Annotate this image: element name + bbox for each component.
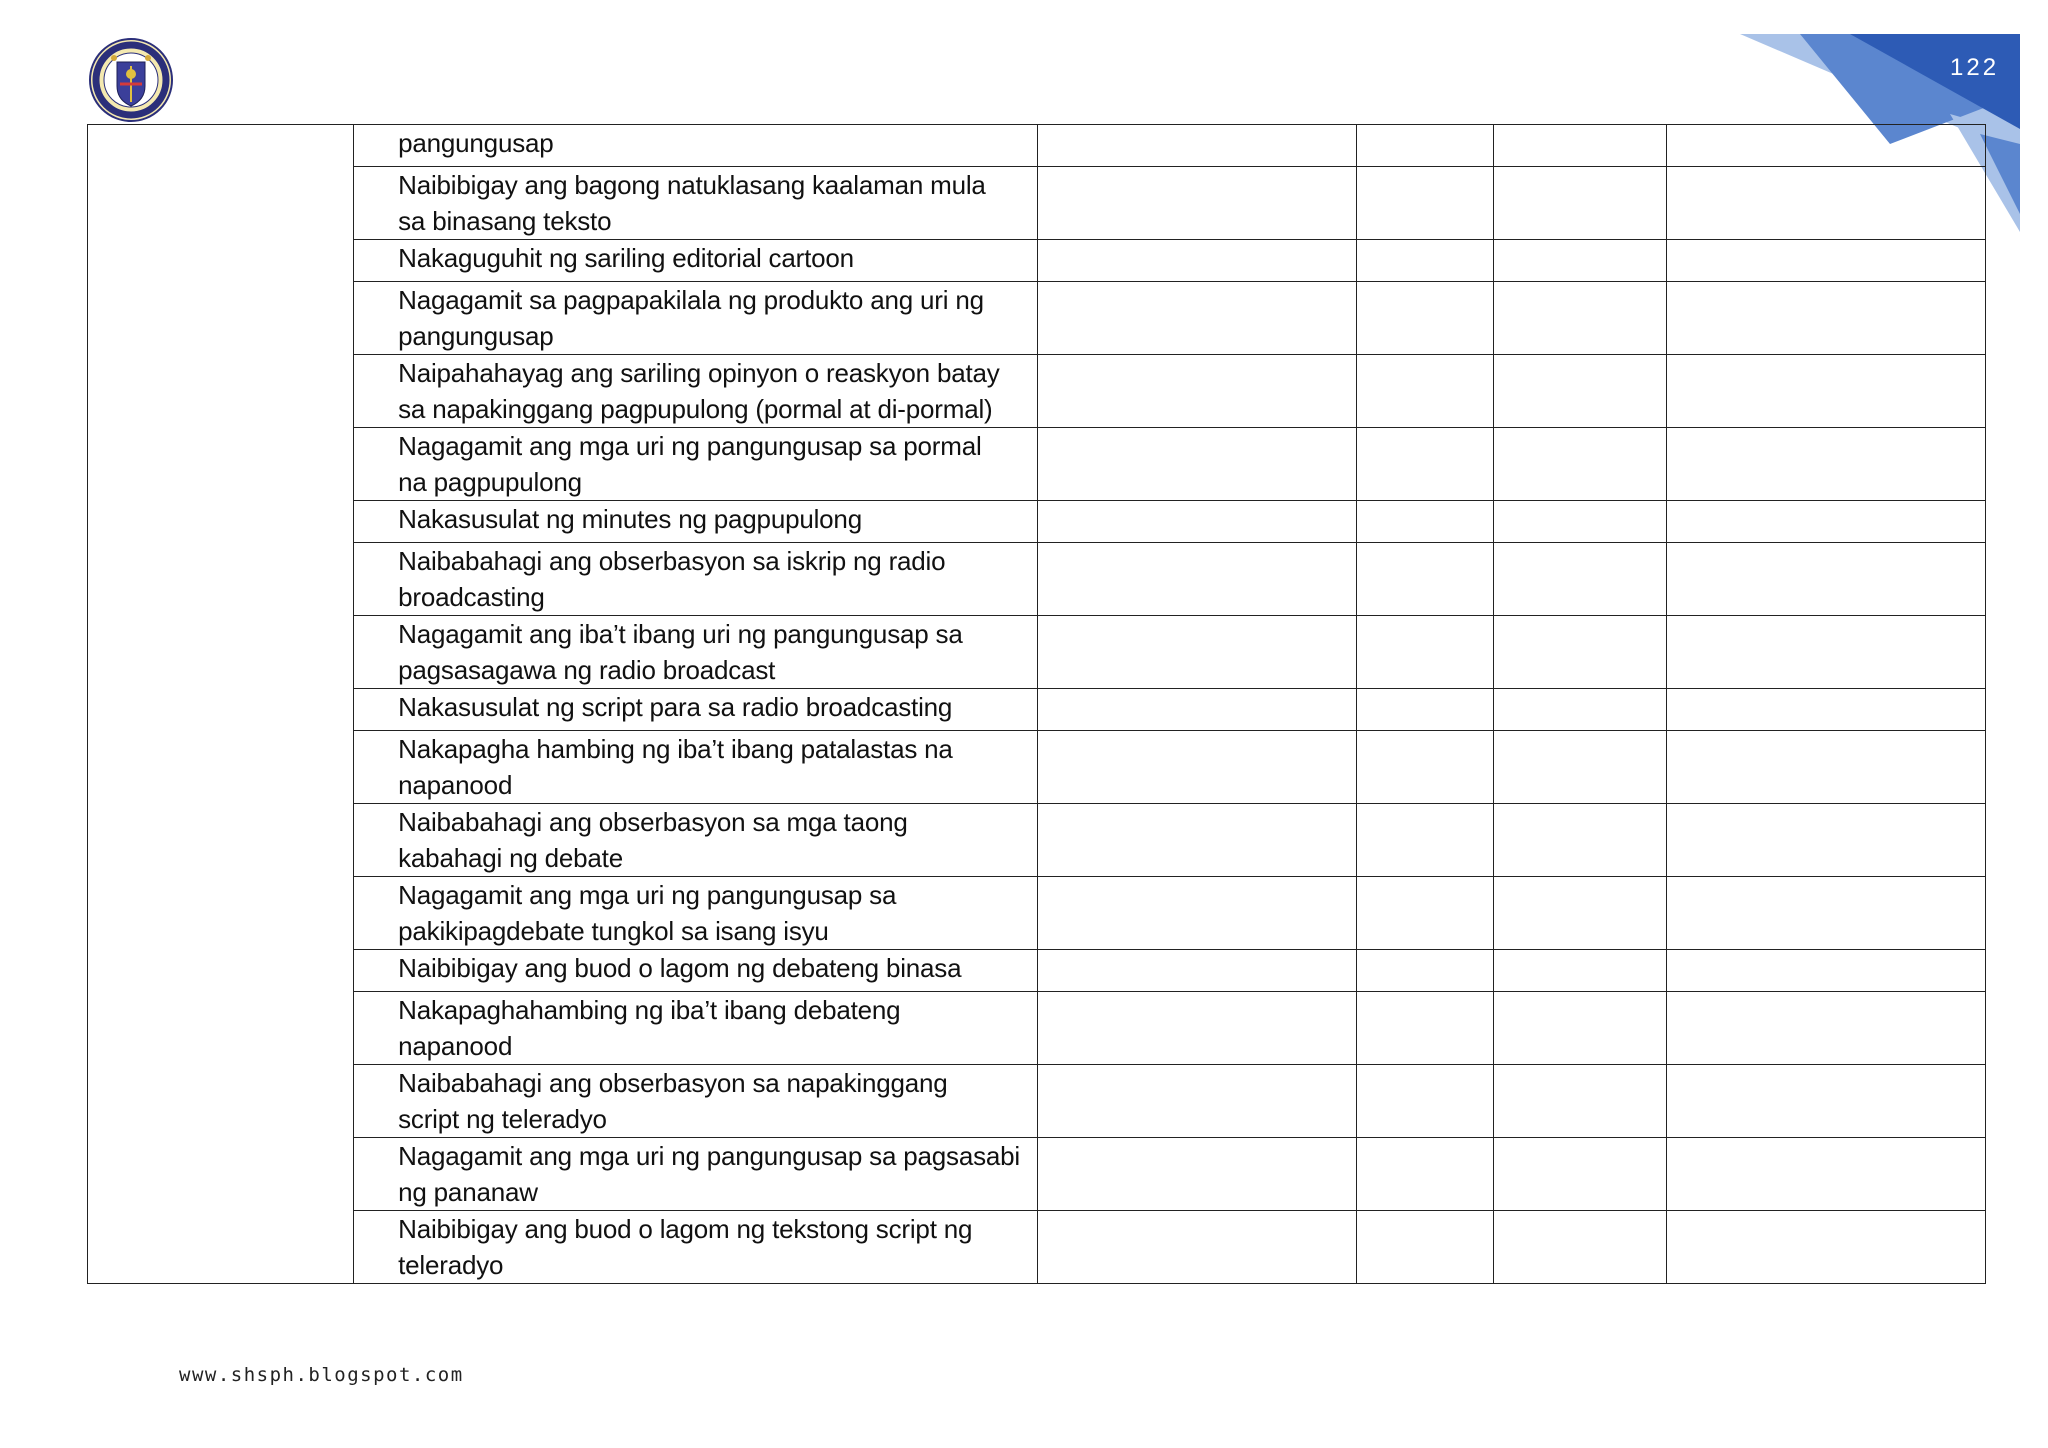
empty-cell [1038,1211,1356,1284]
empty-cell [1356,689,1493,731]
empty-cell [1356,616,1493,689]
page-number: 122 [1950,54,2000,81]
empty-cell [1666,877,1985,950]
empty-cell [1493,804,1666,877]
table-row [88,1138,1986,1211]
empty-cell [1356,1138,1493,1211]
empty-cell [1356,543,1493,616]
empty-cell [1038,240,1356,282]
empty-cell [1666,689,1985,731]
empty-cell [1038,125,1356,167]
empty-cell [1666,543,1985,616]
empty-cell [1666,1065,1985,1138]
competency-text: Naibabahagi ang obserbasyon sa iskrip ng radio broadcasting [354,543,1038,616]
empty-cell [1038,877,1356,950]
subject-cell [88,125,354,1284]
empty-cell [1666,1138,1985,1211]
empty-cell [1038,1138,1356,1211]
empty-cell [1493,992,1666,1065]
table-row [88,731,1986,804]
empty-cell [1493,877,1666,950]
empty-cell [1356,355,1493,428]
empty-cell [1493,125,1666,167]
empty-cell [1356,992,1493,1065]
empty-cell [1666,992,1985,1065]
empty-cell [1493,689,1666,731]
competency-text: Nakapagha hambing ng iba’t ibang patalastas na napanood [354,731,1038,804]
empty-cell [1666,428,1985,501]
empty-cell [1356,428,1493,501]
empty-cell [1038,804,1356,877]
empty-cell [1666,125,1985,167]
empty-cell [1666,355,1985,428]
empty-cell [1356,125,1493,167]
empty-cell [1356,877,1493,950]
deped-seal-icon [84,36,178,124]
empty-cell [1493,282,1666,355]
competency-text: Naibibigay ang buod o lagom ng tekstong script ng teleradyo [354,1211,1038,1284]
empty-cell [1666,804,1985,877]
competency-text: Nagagamit ang mga uri ng pangungusap sa pagsasabi ng pananaw [354,1138,1038,1211]
competency-text: Naibabahagi ang obserbasyon sa napakinggang script ng teleradyo [354,1065,1038,1138]
empty-cell [1666,282,1985,355]
table-row [88,689,1986,731]
empty-cell [1493,355,1666,428]
empty-cell [1493,731,1666,804]
empty-cell [1666,501,1985,543]
empty-cell [1038,616,1356,689]
competency-text: Nagagamit ang mga uri ng pangungusap sa pormal na pagpupulong [354,428,1038,501]
empty-cell [1356,1065,1493,1138]
empty-cell [1493,1138,1666,1211]
empty-cell [1038,501,1356,543]
table-row [88,1211,1986,1284]
table-row [88,428,1986,501]
empty-cell [1038,167,1356,240]
table-row [88,543,1986,616]
competency-table [87,124,1986,1284]
empty-cell [1666,950,1985,992]
competency-text: Naibibigay ang buod o lagom ng debateng binasa [354,950,1038,992]
empty-cell [1356,240,1493,282]
empty-cell [1356,282,1493,355]
competency-text: Naipahahayag ang sariling opinyon o reaskyon batay sa napakinggang pagpupulong (pormal at di-pormal) [354,355,1038,428]
empty-cell [1038,543,1356,616]
empty-cell [1493,1065,1666,1138]
empty-cell [1666,616,1985,689]
competency-text: pangungusap [354,125,1038,167]
table-row [88,282,1986,355]
empty-cell [1666,1211,1985,1284]
competency-text: Nagagamit sa pagpapakilala ng produkto ang uri ng pangungusap [354,282,1038,355]
table-row [88,355,1986,428]
table-row [88,992,1986,1065]
empty-cell [1666,167,1985,240]
empty-cell [1356,804,1493,877]
table-row [88,877,1986,950]
competency-text: Naibibigay ang bagong natuklasang kaalaman mula sa binasang teksto [354,167,1038,240]
empty-cell [1038,355,1356,428]
empty-cell [1038,950,1356,992]
empty-cell [1356,1211,1493,1284]
footer-url[interactable]: www.shsph.blogspot.com [179,1364,464,1386]
table-row [88,950,1986,992]
empty-cell [1356,167,1493,240]
empty-cell [1666,731,1985,804]
empty-cell [1356,731,1493,804]
competency-text: Naibabahagi ang obserbasyon sa mga taong kabahagi ng debate [354,804,1038,877]
empty-cell [1038,992,1356,1065]
empty-cell [1038,731,1356,804]
table-row [88,125,1986,167]
table-body [88,125,1986,1284]
empty-cell [1038,1065,1356,1138]
empty-cell [1666,240,1985,282]
empty-cell [1038,282,1356,355]
empty-cell [1493,1211,1666,1284]
table-row [88,616,1986,689]
table-row [88,240,1986,282]
empty-cell [1038,428,1356,501]
competency-text: Nakasusulat ng minutes ng pagpupulong [354,501,1038,543]
competency-text: Nakaguguhit ng sariling editorial cartoon [354,240,1038,282]
competency-text: Nagagamit ang mga uri ng pangungusap sa pakikipagdebate tungkol sa isang isyu [354,877,1038,950]
empty-cell [1493,616,1666,689]
empty-cell [1493,501,1666,543]
empty-cell [1493,543,1666,616]
competency-text: Nakasusulat ng script para sa radio broadcasting [354,689,1038,731]
table-row [88,167,1986,240]
empty-cell [1038,689,1356,731]
table-row [88,804,1986,877]
table-row [88,1065,1986,1138]
empty-cell [1493,428,1666,501]
empty-cell [1493,950,1666,992]
table-row [88,501,1986,543]
empty-cell [1493,240,1666,282]
empty-cell [1356,501,1493,543]
empty-cell [1493,167,1666,240]
competency-text: Nakapaghahambing ng iba’t ibang debateng napanood [354,992,1038,1065]
empty-cell [1356,950,1493,992]
competency-text: Nagagamit ang iba’t ibang uri ng pangungusap sa pagsasagawa ng radio broadcast [354,616,1038,689]
